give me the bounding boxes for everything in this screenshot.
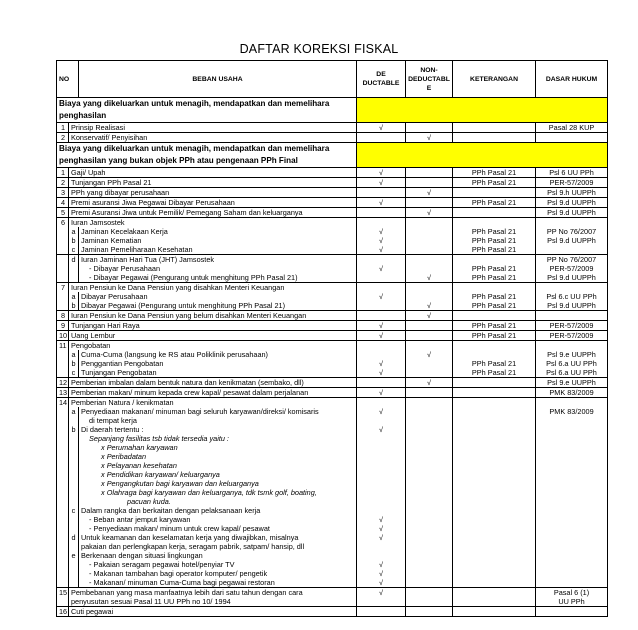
table-row: c Dalam rangka dan berkaitan dengan pelaksanaan kerja <box>57 506 608 515</box>
table-row: - Beban antar jemput karyawan √ <box>57 515 608 524</box>
table-row: 1 Prinsip Realisasi √ Pasal 28 KUP <box>57 123 608 133</box>
table-row: 2 Tunjangan PPh Pasal 21 √ PPh Pasal 21 PER-57/2009 <box>57 178 608 188</box>
table-row: 14 Pemberian Natura / kenikmatan <box>57 398 608 408</box>
table-row: b Dibayar Pegawai (Pengurang untuk menghitung PPh Pasal 21) √ PPh Pasal 21 Psl 9.d UUPPh <box>57 301 608 311</box>
header-dasar-hukum: DASAR HUKUM <box>536 61 608 98</box>
table-row: 10 Uang Lembur √ PPh Pasal 21 PER-57/2009 <box>57 331 608 341</box>
table-row: pacuan kuda. <box>57 497 608 506</box>
table-row: x Perumahan karyawan <box>57 443 608 452</box>
table-row: e Berkenaan dengan situasi lingkungan <box>57 551 608 560</box>
table-row: - Makanan tambahan bagi operator komputer/ pengetik √ <box>57 569 608 578</box>
table-row: 11 Pengobatan <box>57 341 608 351</box>
section-highlight <box>357 98 608 123</box>
table-row: b Penggantian Pengobatan √ PPh Pasal 21 Psl 6.a UU PPh <box>57 359 608 368</box>
table-row: a Penyediaan makanan/ minuman bagi seluruh karyawan/direksi/ komisaris √ PMK 83/2009 <box>57 407 608 416</box>
header-keterangan: KETERANGAN <box>453 61 536 98</box>
table-row: 16 Cuti pegawai <box>57 607 608 617</box>
table-row: - Pakaian seragam pegawai hotel/penyiar TV √ <box>57 560 608 569</box>
table-row: penyusutan sesuai Pasal 11 UU PPh no 10/ 1994 UU PPh <box>57 597 608 607</box>
table-row: x Pengangkutan bagi karyawan dan keluarganya <box>57 479 608 488</box>
table-row: a Jaminan Kecelakaan Kerja √ PPh Pasal 21 PP No 76/2007 <box>57 227 608 236</box>
section-highlight <box>357 143 608 168</box>
table-row: c Jaminan Pemeliharaan Kesehatan √ PPh Pasal 21 <box>57 245 608 255</box>
header-deductable: DE DUCTABLE <box>357 61 406 98</box>
table-row: - Penyediaan makan/ minum untuk crew kapal/ pesawat √ <box>57 524 608 533</box>
header-non-deductable: NON- DEDUCTABL E <box>406 61 453 98</box>
table-row: 15 Pembebanan yang masa manfaatnya lebih dari satu tahun dengan cara √ Pasal 6 (1) <box>57 588 608 598</box>
table-row: d Untuk keamanan dan keselamatan kerja yang diwajibkan, misalnya √ <box>57 533 608 542</box>
document-title: DAFTAR KOREKSI FISKAL <box>239 42 399 56</box>
table-row: a Cuma-Cuma (langsung ke RS atau Poliklinik perusahaan) √ Psl 9.e UUPPh <box>57 350 608 359</box>
table-row: 1 Gaji/ Upah √ PPh Pasal 21 Psl 6 UU PPh <box>57 168 608 178</box>
table-row: 12 Pemberian imbalan dalam bentuk natura dan kenikmatan (sembako, dll) √ Psl 9.e UUPPh <box>57 378 608 388</box>
table-row: x Olahraga bagi karyawan dan keluarganya, tdk tsmk golf, boating, <box>57 488 608 497</box>
table-row: 7 Iuran Pensiun ke Dana Pensiun yang disahkan Menteri Keuangan <box>57 283 608 293</box>
table-row: x Pelayanan kesehatan <box>57 461 608 470</box>
table-row: 4 Premi asuransi Jiwa Pegawai Dibayar Perusahaan √ PPh Pasal 21 Psl 9.d UUPPh <box>57 198 608 208</box>
table-row: - Dibayar Pegawai (Pengurang untuk menghitung PPh Pasal 21) √ PPh Pasal 21 Psl 9.d UUPPh <box>57 273 608 283</box>
table-row: 13 Pemberian makan/ minum kepada crew kapal/ pesawat dalam perjalanan √ PMK 83/2009 <box>57 388 608 398</box>
header-row <box>57 61 608 98</box>
table-row: 9 Tunjangan Hari Raya √ PPh Pasal 21 PER-57/2009 <box>57 321 608 331</box>
section-title: Biaya yang dikeluarkan untuk menagih, mendapatkan dan memelihara penghasilan <box>57 98 357 123</box>
section-row <box>57 143 608 168</box>
table-row: x Peribadatan <box>57 452 608 461</box>
table-row: a Dibayar Perusahaan √ PPh Pasal 21 Psl 6.c UU PPh <box>57 292 608 301</box>
table-row: 3 PPh yang dibayar perusahaan √ Psl 9.h UUPPh <box>57 188 608 198</box>
table-row: b Di daerah tertentu : √ <box>57 425 608 434</box>
table-row: - Makanan/ minuman Cuma-Cuma bagi pegawai restoran √ <box>57 578 608 588</box>
table-row: 8 Iuran Pensiun ke Dana Pensiun yang belum disahkan Menteri Keuangan √ <box>57 311 608 321</box>
table-row: x Pendidikan karyawan/ keluarganya <box>57 470 608 479</box>
fiscal-correction-table <box>56 60 607 617</box>
table-row: Sepanjang fasilitas tsb tidak tersedia yaitu : <box>57 434 608 443</box>
section-row <box>57 98 608 123</box>
table-row: - Dibayar Perusahaan √ PPh Pasal 21 PER-57/2009 <box>57 264 608 273</box>
table-row: 6 Iuran Jamsostek <box>57 218 608 228</box>
table-row: di tempat kerja <box>57 416 608 425</box>
table-row: 2 Konservatif/ Penyisihan √ <box>57 133 608 143</box>
header-no: NO <box>57 61 79 98</box>
header-beban-usaha: BEBAN USAHA <box>79 61 357 98</box>
section-title: Biaya yang dikeluarkan untuk menagih, mendapatkan dan memelihara penghasilan yang bukan objek PPh atau pengenaan PPh Final <box>57 143 357 168</box>
table-row: 5 Premi Asuransi Jiwa untuk Pemilik/ Pemegang Saham dan keluarganya √ Psl 9.d UUPPh <box>57 208 608 218</box>
table-row: d Iuran Jaminan Hari Tua (JHT) Jamsostek PP No 76/2007 <box>57 255 608 265</box>
table-row: b Jaminan Kematian √ PPh Pasal 21 Psl 9.d UUPPh <box>57 236 608 245</box>
table-row: c Tunjangan Pengobatan √ PPh Pasal 21 Psl 6.a UU PPh <box>57 368 608 378</box>
table-row: pakaian dan perlengkapan kerja, seragam pabrik, satpam/ hansip, dll <box>57 542 608 551</box>
